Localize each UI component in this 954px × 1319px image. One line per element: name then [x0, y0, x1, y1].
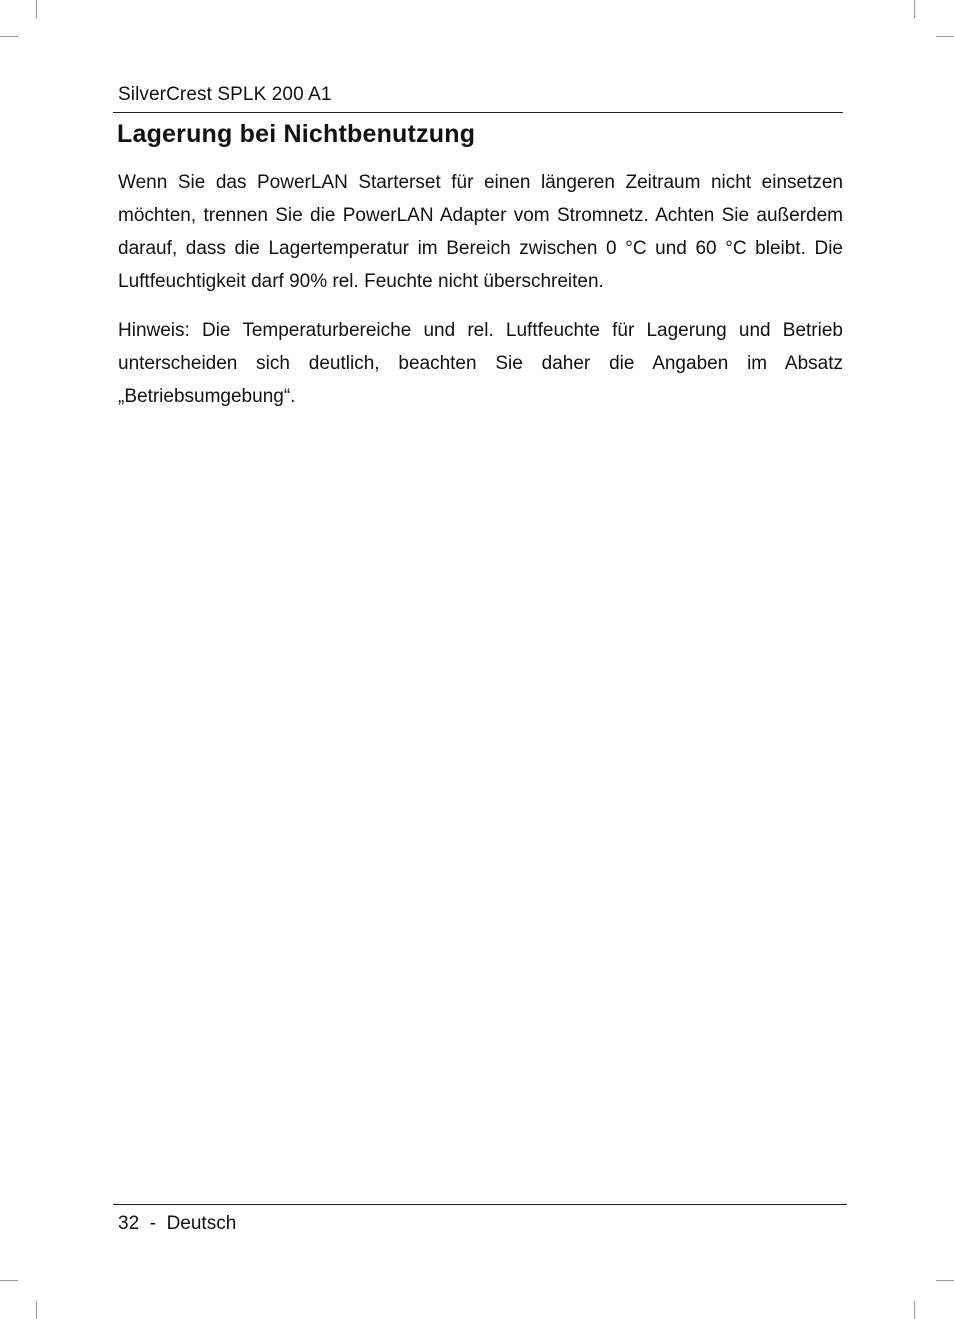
storage-paragraph: Wenn Sie das PowerLAN Starterset für einen längeren Zeitraum nicht einsetzen möchten, trennen Sie die PowerLAN Adapter vom Stromnetz. Achten Sie außerdem darauf, dass die Lagertemperatur im Bereich zwischen 0 °C und 60 °C bleibt. Die Luftfeuchtigkeit darf 90% rel. Feuchte nicht überschreiten.	[118, 172, 843, 292]
crop-mark-top-left-vertical	[36, 0, 37, 18]
crop-mark-top-left-horizontal	[0, 36, 18, 37]
crop-mark-top-right-horizontal	[936, 36, 954, 37]
page-footer: 32 - Deutsch	[118, 1213, 237, 1234]
running-header: SilverCrest SPLK 200 A1	[118, 84, 332, 105]
crop-mark-bottom-right-vertical	[914, 1301, 915, 1319]
section-title: Lagerung bei Nichtbenutzung	[117, 120, 476, 148]
crop-mark-bottom-left-horizontal	[0, 1280, 18, 1281]
crop-mark-top-right-vertical	[914, 0, 915, 18]
note-paragraph: Hinweis: Die Temperaturbereiche und rel. Luftfeuchte für Lagerung und Betrieb unterscheiden sich deutlich, beachten Sie daher die Angaben im Absatz „Betriebsumgebung“.	[118, 320, 843, 407]
crop-mark-bottom-right-horizontal	[936, 1280, 954, 1281]
footer-divider	[113, 1204, 847, 1205]
crop-mark-bottom-left-vertical	[36, 1301, 37, 1319]
header-divider	[113, 112, 843, 113]
